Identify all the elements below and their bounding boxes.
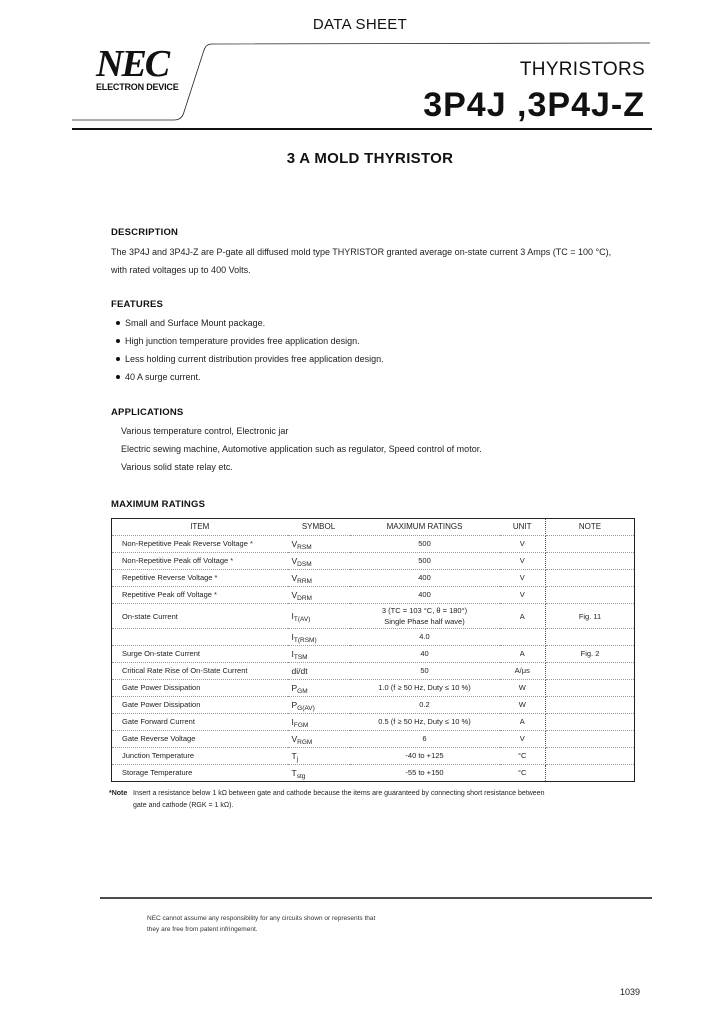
application-item: Various solid state relay etc. — [121, 462, 233, 472]
value-text: 500 — [418, 556, 431, 565]
value-text: 4.0 — [419, 632, 430, 641]
symbol-text: I — [291, 717, 294, 727]
symbol-text: T — [291, 768, 297, 778]
cell-unit — [500, 646, 546, 663]
col-symbol: SYMBOL — [288, 519, 350, 536]
cell-value — [350, 748, 500, 765]
item-text: Repetitive Peak off Voltage * — [122, 590, 217, 599]
cell-symbol — [288, 697, 350, 714]
cell-symbol — [288, 663, 350, 680]
cell-value — [350, 646, 500, 663]
cell-unit — [500, 604, 546, 629]
table-header-row — [112, 519, 635, 536]
cell-note — [546, 553, 635, 570]
note-line-1: Insert a resistance below 1 kΩ between gate and cathode because the items are guaranteed by connecting short resistance between — [133, 790, 545, 797]
item-text: Repetitive Reverse Voltage * — [122, 573, 218, 582]
symbol-subscript: j — [296, 756, 299, 763]
item-text: Junction Temperature — [122, 751, 194, 760]
unit-text: V — [519, 734, 525, 743]
cell-value — [350, 731, 500, 748]
cell-symbol — [288, 765, 350, 782]
item-text: Non-Repetitive Peak Reverse Voltage * — [122, 539, 253, 548]
cell-unit — [500, 536, 546, 553]
symbol-subscript: T(RSM) — [293, 637, 317, 644]
ratings-section — [111, 518, 635, 812]
footer-rule — [0, 895, 720, 901]
cell-note — [546, 646, 635, 663]
table-row — [112, 697, 635, 714]
cell-value — [350, 714, 500, 731]
value-text: 6 — [422, 734, 427, 743]
value-text: -40 to +125 — [405, 751, 444, 760]
cell-unit — [500, 629, 546, 646]
symbol-text: P — [291, 700, 298, 710]
symbol-text: V — [291, 556, 298, 566]
cell-note — [546, 697, 635, 714]
feature-text: Less holding current distribution provides free application design. — [125, 354, 384, 364]
item-text: Non-Repetitive Peak off Voltage * — [122, 556, 234, 565]
item-text: Gate Power Dissipation — [122, 683, 201, 692]
symbol-text: P — [291, 683, 298, 693]
col-max-ratings: MAXIMUM RATINGS — [350, 519, 500, 536]
footnote — [109, 788, 669, 812]
unit-text: A/μs — [514, 666, 530, 675]
unit-text: A — [519, 611, 525, 621]
symbol-text: V — [291, 573, 298, 583]
table-row — [112, 604, 635, 629]
symbol-subscript: FGM — [293, 722, 309, 729]
table-row — [112, 553, 635, 570]
cell-note — [546, 680, 635, 697]
table-row — [112, 536, 635, 553]
cell-unit — [500, 748, 546, 765]
features-heading: FEATURES — [111, 299, 164, 310]
symbol-subscript: RSM — [297, 544, 312, 551]
cell-item — [112, 663, 288, 680]
cell-symbol — [288, 714, 350, 731]
item-text: Surge On-state Current — [122, 649, 200, 658]
unit-text: W — [518, 700, 526, 709]
table-row — [112, 570, 635, 587]
symbol-subscript: RGM — [297, 739, 313, 746]
item-text: On-state Current — [122, 611, 178, 621]
symbol-subscript: TSM — [293, 654, 308, 661]
unit-text: V — [519, 573, 525, 582]
cell-note — [546, 731, 635, 748]
cell-symbol — [288, 587, 350, 604]
cell-note — [546, 765, 635, 782]
table-row — [112, 748, 635, 765]
value-text: 3 (TC = 103 °C, θ = 180°) — [381, 606, 468, 615]
table-row — [112, 663, 635, 680]
feature-text: Small and Surface Mount package. — [125, 318, 266, 328]
table-row — [112, 765, 635, 782]
cell-value — [350, 553, 500, 570]
unit-text: A — [519, 717, 525, 726]
feature-item — [116, 350, 384, 368]
col-unit: UNIT — [500, 519, 546, 536]
description-heading: DESCRIPTION — [111, 227, 179, 238]
product-category: THYRISTORS — [519, 59, 645, 80]
item-text: Gate Forward Current — [122, 717, 195, 726]
note-line-2: gate and cathode (RGK = 1 kΩ). — [133, 802, 234, 809]
cell-unit — [500, 587, 546, 604]
cell-symbol — [288, 731, 350, 748]
table-row — [112, 731, 635, 748]
table-row — [112, 680, 635, 697]
cell-item — [112, 629, 288, 646]
cell-value — [350, 570, 500, 587]
symbol-text: V — [291, 734, 298, 744]
table-row — [112, 646, 635, 663]
feature-item — [116, 314, 384, 332]
value-text: -55 to +150 — [405, 768, 444, 777]
item-text: Storage Temperature — [122, 768, 193, 777]
cell-note — [546, 570, 635, 587]
cell-item — [112, 680, 288, 697]
applications-list — [121, 422, 482, 476]
cell-item — [112, 731, 288, 748]
symbol-subscript: RRM — [297, 578, 312, 585]
cell-unit — [500, 697, 546, 714]
cell-value — [350, 663, 500, 680]
bullet-icon — [116, 375, 120, 379]
value-condition: Single Phase half wave) — [384, 617, 465, 626]
cell-symbol — [288, 680, 350, 697]
note-text: Fig. 2 — [580, 649, 600, 658]
cell-unit — [500, 731, 546, 748]
cell-value — [350, 536, 500, 553]
unit-text: V — [519, 590, 525, 599]
cell-note — [546, 587, 635, 604]
feature-item — [116, 368, 384, 386]
cell-symbol — [288, 553, 350, 570]
item-text: Gate Reverse Voltage — [122, 734, 196, 743]
symbol-text: V — [291, 539, 298, 549]
note-label: *Note — [109, 790, 128, 797]
description-text — [111, 243, 651, 279]
cell-item — [112, 570, 288, 587]
cell-symbol — [288, 604, 350, 629]
ratings-heading: MAXIMUM RATINGS — [111, 499, 206, 510]
cell-symbol — [288, 536, 350, 553]
cell-unit — [500, 570, 546, 587]
symbol-text: I — [291, 632, 294, 642]
document-type: DATA SHEET — [312, 16, 408, 33]
cell-item — [112, 536, 288, 553]
cell-item — [112, 748, 288, 765]
cell-note — [546, 604, 635, 629]
value-text: 1.0 (f ≥ 50 Hz, Duty ≤ 10 %) — [378, 683, 471, 692]
application-item: Various temperature control, Electronic jar — [121, 426, 289, 436]
cell-unit — [500, 680, 546, 697]
bullet-icon — [116, 357, 120, 361]
unit-text: A — [519, 649, 525, 658]
cell-unit — [500, 765, 546, 782]
cell-note — [546, 536, 635, 553]
unit-text: V — [519, 539, 525, 548]
description-line-1: The 3P4J and 3P4J-Z are P-gate all diffused mold type THYRISTOR granted average on-state current 3 Amps (TC = 100 °C), — [111, 247, 612, 257]
symbol-subscript: DSM — [297, 561, 312, 568]
cell-value — [350, 765, 500, 782]
cell-note — [546, 629, 635, 646]
unit-text: °C — [518, 751, 527, 760]
features-list — [116, 314, 384, 386]
cell-unit — [500, 663, 546, 680]
value-text: 500 — [418, 539, 431, 548]
cell-symbol — [288, 748, 350, 765]
cell-value — [350, 680, 500, 697]
table-row — [112, 714, 635, 731]
cell-value — [350, 629, 500, 646]
feature-text: High junction temperature provides free application design. — [125, 336, 360, 346]
cell-item — [112, 765, 288, 782]
cell-unit — [500, 553, 546, 570]
note-text: Fig. 11 — [578, 611, 602, 621]
disclaimer-line-1: NEC cannot assume any responsibility for any circuits shown or represents that — [147, 915, 376, 922]
logo-mark: NEC — [96, 43, 169, 85]
symbol-subscript: G(AV) — [297, 705, 315, 712]
product-title: 3 A MOLD THYRISTOR — [286, 150, 454, 167]
col-item: ITEM — [112, 519, 288, 536]
cell-item — [112, 646, 288, 663]
disclaimer-line-2: they are free from patent infringement. — [147, 926, 258, 933]
ratings-table — [111, 518, 635, 782]
cell-note — [546, 663, 635, 680]
cell-symbol — [288, 646, 350, 663]
cell-value — [350, 604, 500, 629]
cell-item — [112, 587, 288, 604]
col-note: NOTE — [546, 519, 635, 536]
value-text: 40 — [420, 649, 429, 658]
page-number: 1039 — [619, 987, 640, 997]
symbol-text: V — [291, 590, 298, 600]
cell-item — [112, 604, 288, 629]
value-text: 400 — [418, 590, 431, 599]
feature-text: 40 A surge current. — [125, 372, 201, 382]
value-text: 400 — [418, 573, 431, 582]
value-text: 0.5 (f ≥ 50 Hz, Duty ≤ 10 %) — [378, 717, 471, 726]
unit-text: V — [519, 556, 525, 565]
symbol-text: di/dt — [291, 666, 308, 676]
cell-symbol — [288, 629, 350, 646]
symbol-text: I — [291, 649, 294, 659]
cell-value — [350, 697, 500, 714]
symbol-subscript: GM — [297, 688, 308, 695]
bullet-icon — [116, 321, 120, 325]
nec-logo — [96, 43, 179, 92]
symbol-text: T — [291, 751, 297, 761]
item-text: Gate Power Dissipation — [122, 700, 201, 709]
value-text: 0.2 — [419, 700, 430, 709]
symbol-text: I — [291, 610, 294, 621]
cell-value — [350, 587, 500, 604]
cell-symbol — [288, 570, 350, 587]
symbol-subscript: stg — [296, 773, 306, 780]
feature-item — [116, 332, 384, 350]
application-item: Electric sewing machine, Automotive application such as regulator, Speed control of motor. — [121, 444, 482, 454]
logo-subtitle: ELECTRON DEVICE — [96, 82, 179, 92]
unit-text: °C — [518, 768, 527, 777]
cell-note — [546, 714, 635, 731]
cell-item — [112, 553, 288, 570]
cell-note — [546, 748, 635, 765]
symbol-subscript: DRM — [297, 595, 312, 602]
table-row — [112, 587, 635, 604]
cell-item — [112, 697, 288, 714]
cell-item — [112, 714, 288, 731]
item-text: Critical Rate Rise of On-State Current — [122, 666, 248, 675]
part-numbers: 3P4J ,3P4J-Z — [423, 86, 645, 124]
applications-heading: APPLICATIONS — [111, 407, 184, 418]
cell-unit — [500, 714, 546, 731]
disclaimer — [147, 913, 375, 935]
bullet-icon — [116, 339, 120, 343]
symbol-subscript: T(AV) — [293, 615, 311, 623]
description-line-2: with rated voltages up to 400 Volts. — [111, 265, 251, 275]
table-row — [112, 629, 635, 646]
value-text: 50 — [420, 666, 429, 675]
unit-text: W — [518, 683, 526, 692]
